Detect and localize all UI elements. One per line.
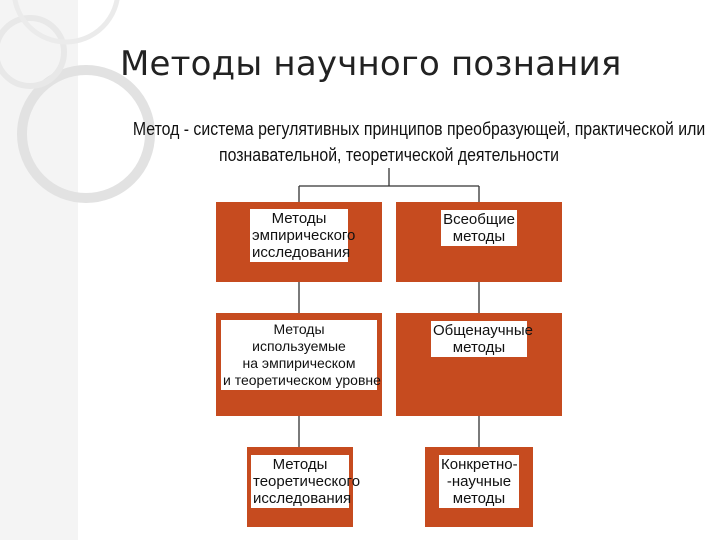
box-specific-scientific-methods bbox=[425, 447, 533, 527]
definition-line-2: познавательной, теоретической деятельности bbox=[219, 145, 559, 165]
box-theoretical-label bbox=[251, 455, 361, 508]
definition-line-1: Метод - система регулятивных принципов преобразующей, практической или bbox=[132, 119, 706, 139]
page-title: Методы научного познания bbox=[120, 44, 622, 84]
box-empirical-theoretical-methods bbox=[216, 313, 382, 416]
box-line: -научные bbox=[446, 473, 512, 490]
box-universal-label bbox=[441, 210, 517, 246]
box-line: методы bbox=[452, 339, 506, 356]
box-line: Конкретно- bbox=[441, 456, 518, 473]
box-line: на эмпирическом bbox=[242, 355, 356, 371]
box-line: исследования bbox=[252, 244, 351, 261]
box-line: используемые bbox=[252, 338, 346, 354]
box-theoretical-methods bbox=[247, 447, 361, 527]
box-line: методы bbox=[452, 228, 506, 245]
box-line: Всеобщие bbox=[443, 211, 515, 228]
box-empirical-label bbox=[250, 209, 356, 262]
box-general-scientific-methods bbox=[396, 313, 562, 416]
box-empirical-theoretical-label bbox=[221, 320, 381, 390]
box-line: и теоретическом уровне bbox=[223, 372, 381, 388]
box-line: Методы bbox=[272, 456, 328, 473]
box-line: Общенаучные bbox=[433, 322, 533, 339]
box-line: теоретического bbox=[253, 473, 361, 490]
box-general-scientific-label bbox=[431, 321, 533, 357]
box-line: методы bbox=[452, 490, 506, 507]
box-specific-scientific-label bbox=[439, 455, 519, 508]
box-line: исследования bbox=[253, 490, 352, 507]
box-line: эмпирического bbox=[252, 227, 356, 244]
box-line: Методы bbox=[271, 210, 327, 227]
box-universal-methods bbox=[396, 202, 562, 282]
box-line: Методы bbox=[273, 321, 325, 337]
box-empirical-methods bbox=[216, 202, 382, 282]
